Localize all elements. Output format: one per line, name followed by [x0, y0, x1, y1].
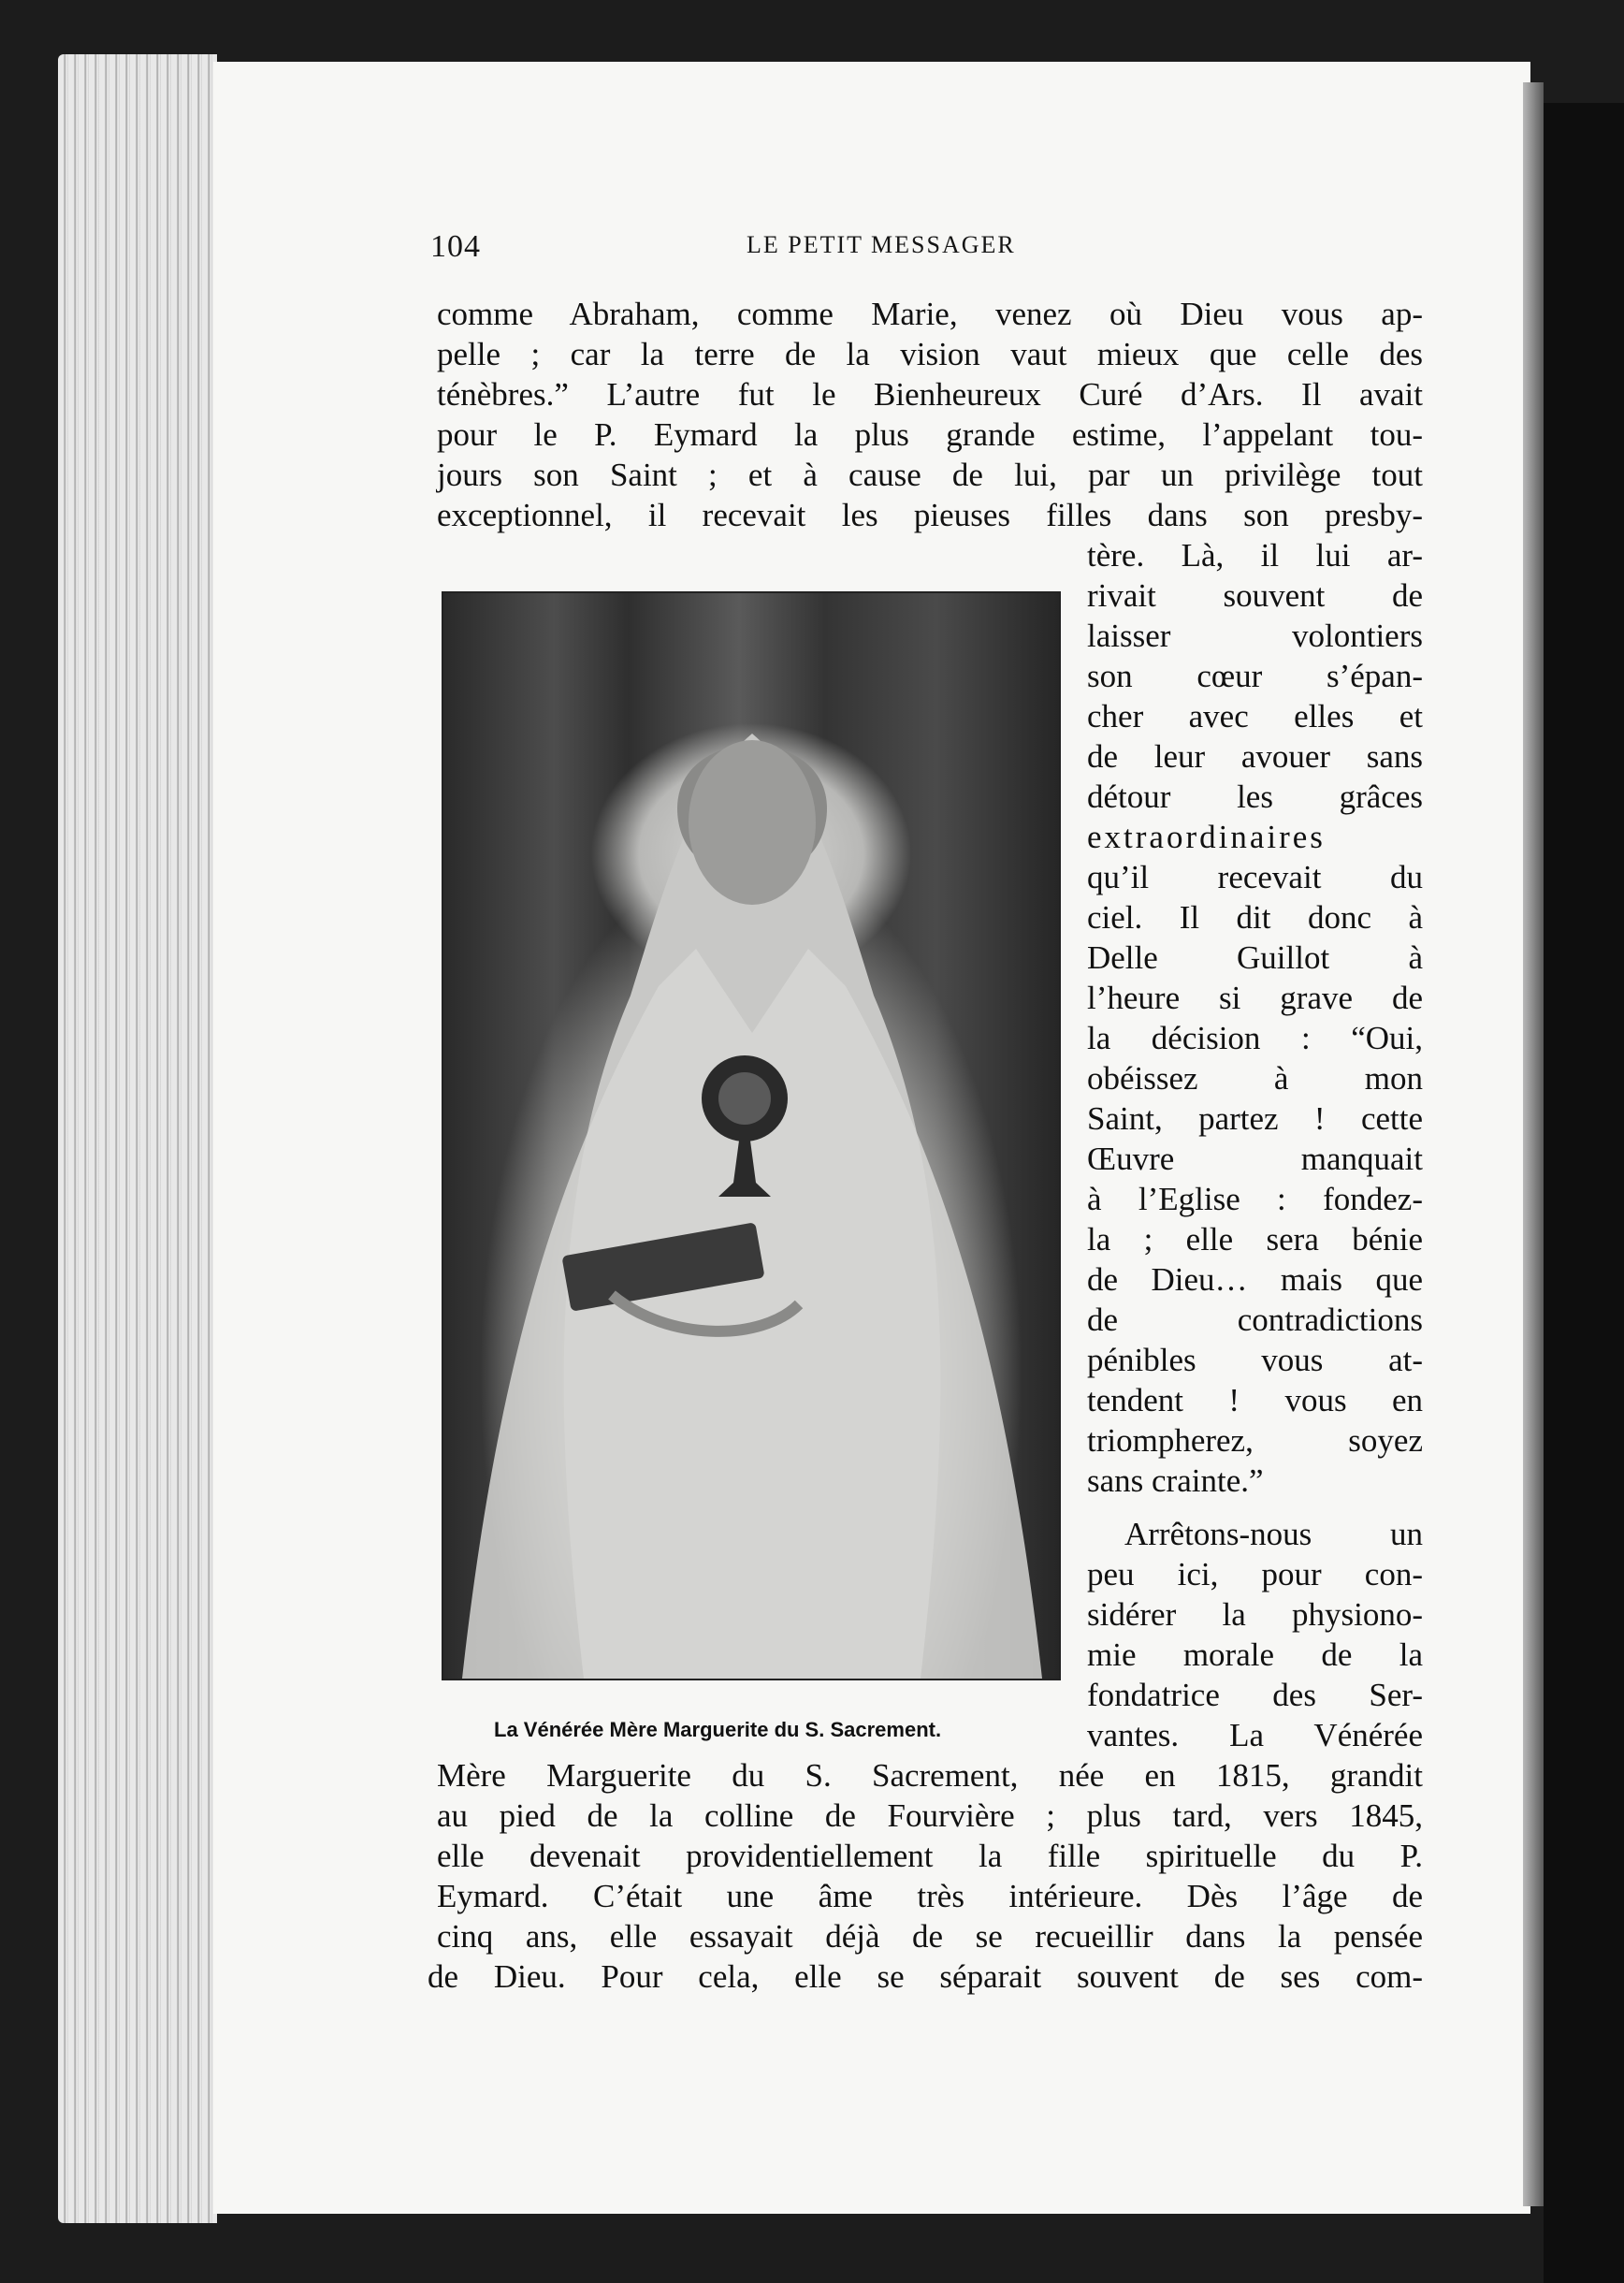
page-number: 104 — [430, 229, 481, 264]
text-line: peu ici, pour con- — [1087, 1556, 1423, 1592]
text-line: détour les grâces — [1087, 778, 1423, 815]
text-line: mie morale de la — [1087, 1636, 1423, 1673]
text-line: l’heure si grave de — [1087, 980, 1423, 1016]
text-line: cher avec elles et — [1087, 698, 1423, 734]
text-line: pénibles vous at- — [1087, 1342, 1423, 1378]
text-line: cinq ans, elle essayait déjà de se recueillir dans la pensée — [437, 1918, 1423, 1955]
text-line: la ; elle sera bénie — [1087, 1221, 1423, 1258]
running-title: LE PETIT MESSAGER — [747, 231, 1016, 258]
text-line: Œuvre manquait — [1087, 1141, 1423, 1177]
text-line: Eymard. C’était une âme très intérieure. Dès l’âge de — [437, 1878, 1423, 1914]
text-line: sans crainte.” — [1087, 1462, 1264, 1499]
text-line: pour le P. Eymard la plus grande estime, l’appelant tou- — [437, 416, 1423, 453]
text-line: vantes. La Vénérée — [1087, 1717, 1423, 1753]
text-line: sidérer la physiono- — [1087, 1596, 1423, 1633]
page-edges — [58, 54, 217, 2223]
text-line: la décision : “Oui, — [1087, 1020, 1423, 1056]
text-line: laisser volontiers — [1087, 618, 1423, 654]
text-line: tère. Là, il lui ar- — [1087, 537, 1423, 574]
text-line: triompherez, soyez — [1087, 1422, 1423, 1459]
text-line: ciel. Il dit donc à — [1087, 899, 1423, 936]
text-line: Mère Marguerite du S. Sacrement, née en 1815, grandit — [437, 1757, 1423, 1794]
text-line: Delle Guillot à — [1087, 939, 1423, 976]
facing-page-edge — [1544, 103, 1624, 2283]
text-line: jours son Saint ; et à cause de lui, par un privilège tout — [437, 457, 1423, 493]
text-line: son cœur s’épan- — [1087, 658, 1423, 694]
text-line: exceptionnel, il recevait les pieuses filles dans son presby- — [437, 497, 1423, 533]
figure-caption: La Vénérée Mère Marguerite du S. Sacrement. — [494, 1718, 942, 1741]
running-head — [430, 229, 1123, 276]
text-line: de contradictions — [1087, 1301, 1423, 1338]
text-line: de leur avouer sans — [1087, 738, 1423, 775]
text-line: fondatrice des Ser- — [1087, 1677, 1423, 1713]
text-line: qu’il recevait du — [1087, 859, 1423, 895]
text-line: Saint, partez ! cette — [1087, 1100, 1423, 1137]
text-line: de Dieu… mais que — [1087, 1261, 1423, 1298]
text-line: pelle ; car la terre de la vision vaut mieux que celle des — [437, 336, 1423, 372]
text-line: elle devenait providentiellement la fille spirituelle du P. — [437, 1838, 1423, 1874]
gutter-shadow — [1523, 82, 1544, 2206]
text-line: de Dieu. Pour cela, elle se séparait souvent de ses com- — [428, 1958, 1423, 1995]
text-line: ténèbres.” L’autre fut le Bienheureux Curé d’Ars. Il avait — [437, 376, 1423, 413]
text-line: comme Abraham, comme Marie, venez où Dieu vous ap- — [437, 296, 1423, 332]
portrait-photograph — [442, 591, 1061, 1680]
text-line: au pied de la colline de Fourvière ; plus tard, vers 1845, — [437, 1797, 1423, 1834]
text-line: obéissez à mon — [1087, 1060, 1423, 1097]
text-line: à l’Eglise : fondez- — [1087, 1181, 1423, 1217]
text-line: rivait souvent de — [1087, 577, 1423, 614]
text-line: tendent ! vous en — [1087, 1382, 1423, 1418]
text-line: Arrêtons-nous un — [1124, 1516, 1423, 1552]
text-line: extraordinaires — [1087, 819, 1326, 855]
